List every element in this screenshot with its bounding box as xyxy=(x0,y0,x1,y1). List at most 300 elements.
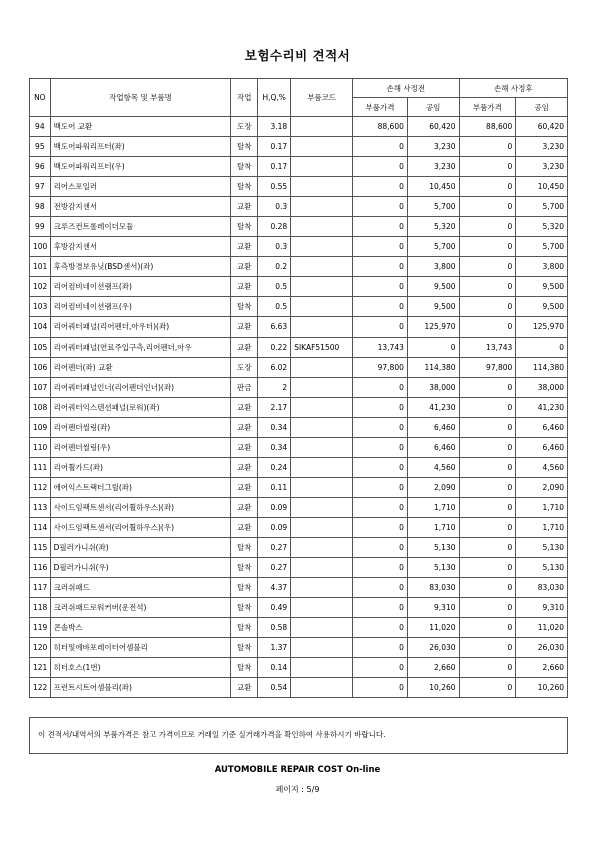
row-item-name: 리어펜더씰링(우) xyxy=(50,437,231,457)
row-hq: 3.18 xyxy=(258,117,291,137)
row-after-labor: 9,500 xyxy=(516,277,568,297)
row-item-name: 리어쿼터패널인너(리어펜더인너)(좌) xyxy=(50,377,231,397)
row-after-part-price: 0 xyxy=(459,658,516,678)
row-before-part-price: 0 xyxy=(353,517,408,537)
row-before-part-price: 0 xyxy=(353,197,408,217)
row-work-type: 교환 xyxy=(231,397,258,417)
row-hq: 0.14 xyxy=(258,658,291,678)
row-work-type: 교환 xyxy=(231,417,258,437)
row-after-labor: 9,310 xyxy=(516,598,568,618)
row-part-code xyxy=(291,457,353,477)
header-before-labor: 공임 xyxy=(407,98,459,117)
row-after-part-price: 0 xyxy=(459,497,516,517)
row-no: 103 xyxy=(30,297,51,317)
row-work-type: 교환 xyxy=(231,517,258,537)
row-work-type: 도장 xyxy=(231,117,258,137)
row-before-part-price: 0 xyxy=(353,457,408,477)
row-after-labor: 9,500 xyxy=(516,297,568,317)
row-item-name: 리어스포일러 xyxy=(50,177,231,197)
row-hq: 0.3 xyxy=(258,237,291,257)
table-row xyxy=(30,277,568,297)
row-after-part-price: 0 xyxy=(459,618,516,638)
row-hq: 0.09 xyxy=(258,497,291,517)
row-after-part-price: 0 xyxy=(459,177,516,197)
row-after-labor: 60,420 xyxy=(516,117,568,137)
row-part-code xyxy=(291,157,353,177)
row-no: 100 xyxy=(30,237,51,257)
row-part-code xyxy=(291,658,353,678)
row-item-name: 리어쿼터패널(연료주입구측,리어펜더,아우 xyxy=(50,337,231,357)
row-before-labor: 26,030 xyxy=(407,638,459,658)
header-item: 작업항목 및 부품명 xyxy=(50,79,231,117)
row-before-part-price: 0 xyxy=(353,137,408,157)
row-item-name: 후측방경보유닛(BSD센서)(좌) xyxy=(50,257,231,277)
row-hq: 0.27 xyxy=(258,537,291,557)
row-item-name: 백도어파워리프터(좌) xyxy=(50,137,231,157)
row-before-labor: 2,090 xyxy=(407,477,459,497)
row-before-labor: 5,320 xyxy=(407,217,459,237)
row-after-part-price: 0 xyxy=(459,277,516,297)
row-hq: 0.3 xyxy=(258,197,291,217)
row-item-name: 사이드임팩트센서(리어휠하우스)(우) xyxy=(50,517,231,537)
row-hq: 2.17 xyxy=(258,397,291,417)
row-item-name: 백도어파워리프터(우) xyxy=(50,157,231,177)
row-after-labor: 41,230 xyxy=(516,397,568,417)
row-part-code xyxy=(291,397,353,417)
table-row xyxy=(30,217,568,237)
row-hq: 0.11 xyxy=(258,477,291,497)
row-after-labor: 83,030 xyxy=(516,578,568,598)
row-after-part-price: 0 xyxy=(459,417,516,437)
row-after-labor: 38,000 xyxy=(516,377,568,397)
row-hq: 2 xyxy=(258,377,291,397)
row-after-labor: 5,700 xyxy=(516,197,568,217)
row-after-part-price: 0 xyxy=(459,678,516,698)
row-work-type: 교환 xyxy=(231,317,258,337)
row-before-part-price: 0 xyxy=(353,257,408,277)
row-before-part-price: 0 xyxy=(353,537,408,557)
row-item-name: 프런트시트어셈블리(좌) xyxy=(50,678,231,698)
row-after-labor: 1,710 xyxy=(516,497,568,517)
row-item-name: 리어쿼터패널(리어펜더,아우터)(좌) xyxy=(50,317,231,337)
row-hq: 0.5 xyxy=(258,297,291,317)
row-item-name: D필러가니쉬(좌) xyxy=(50,537,231,557)
table-row xyxy=(30,237,568,257)
row-hq: 0.58 xyxy=(258,618,291,638)
row-no: 109 xyxy=(30,417,51,437)
row-part-code xyxy=(291,217,353,237)
table-row xyxy=(30,457,568,477)
row-item-name: 리어펜더씰링(좌) xyxy=(50,417,231,437)
row-part-code: SIKAF51500 xyxy=(291,337,353,357)
row-after-labor: 3,230 xyxy=(516,137,568,157)
header-work: 작업 xyxy=(231,79,258,117)
table-row xyxy=(30,417,568,437)
row-before-part-price: 0 xyxy=(353,558,408,578)
row-item-name: 히터호스(1번) xyxy=(50,658,231,678)
row-after-labor: 10,260 xyxy=(516,678,568,698)
row-before-labor: 6,460 xyxy=(407,417,459,437)
header-part-code: 부품코드 xyxy=(291,79,353,117)
row-after-part-price: 0 xyxy=(459,137,516,157)
row-before-labor: 9,310 xyxy=(407,598,459,618)
row-part-code xyxy=(291,197,353,217)
row-part-code xyxy=(291,598,353,618)
row-before-labor: 10,450 xyxy=(407,177,459,197)
row-before-labor: 3,230 xyxy=(407,157,459,177)
row-before-part-price: 0 xyxy=(353,658,408,678)
table-row xyxy=(30,297,568,317)
row-after-part-price: 0 xyxy=(459,157,516,177)
table-row xyxy=(30,397,568,417)
table-row xyxy=(30,257,568,277)
row-hq: 0.24 xyxy=(258,457,291,477)
row-part-code xyxy=(291,497,353,517)
row-part-code xyxy=(291,437,353,457)
row-part-code xyxy=(291,317,353,337)
table-row xyxy=(30,558,568,578)
table-row xyxy=(30,137,568,157)
row-before-part-price: 0 xyxy=(353,177,408,197)
row-after-labor: 3,800 xyxy=(516,257,568,277)
row-work-type: 교환 xyxy=(231,678,258,698)
row-before-part-price: 97,800 xyxy=(353,357,408,377)
row-hq: 0.2 xyxy=(258,257,291,277)
row-before-labor: 1,710 xyxy=(407,497,459,517)
row-hq: 0.28 xyxy=(258,217,291,237)
row-no: 119 xyxy=(30,618,51,638)
row-after-labor: 114,380 xyxy=(516,357,568,377)
row-before-part-price: 0 xyxy=(353,497,408,517)
row-after-part-price: 0 xyxy=(459,598,516,618)
row-hq: 1.37 xyxy=(258,638,291,658)
row-before-labor: 5,700 xyxy=(407,197,459,217)
row-work-type: 탈착 xyxy=(231,598,258,618)
row-part-code xyxy=(291,558,353,578)
row-before-part-price: 0 xyxy=(353,417,408,437)
row-work-type: 탈착 xyxy=(231,658,258,678)
row-item-name: 후방감지센서 xyxy=(50,237,231,257)
row-before-part-price: 0 xyxy=(353,678,408,698)
row-part-code xyxy=(291,618,353,638)
row-work-type: 교환 xyxy=(231,477,258,497)
row-before-part-price: 0 xyxy=(353,277,408,297)
row-before-labor: 9,500 xyxy=(407,297,459,317)
row-no: 106 xyxy=(30,357,51,377)
row-before-labor: 3,230 xyxy=(407,137,459,157)
header-no: NO xyxy=(30,79,51,117)
row-after-part-price: 0 xyxy=(459,197,516,217)
row-before-labor: 38,000 xyxy=(407,377,459,397)
row-part-code xyxy=(291,417,353,437)
row-item-name: 리어휠가드(좌) xyxy=(50,457,231,477)
row-part-code xyxy=(291,237,353,257)
row-before-part-price: 0 xyxy=(353,317,408,337)
row-after-labor: 5,700 xyxy=(516,237,568,257)
row-part-code xyxy=(291,177,353,197)
row-no: 102 xyxy=(30,277,51,297)
row-work-type: 탈착 xyxy=(231,618,258,638)
table-row xyxy=(30,517,568,537)
row-after-part-price: 0 xyxy=(459,537,516,557)
row-no: 121 xyxy=(30,658,51,678)
table-row xyxy=(30,678,568,698)
row-work-type: 교환 xyxy=(231,237,258,257)
row-before-part-price: 0 xyxy=(353,598,408,618)
row-before-labor: 60,420 xyxy=(407,117,459,137)
row-after-part-price: 0 xyxy=(459,317,516,337)
row-before-labor: 83,030 xyxy=(407,578,459,598)
table-row xyxy=(30,618,568,638)
row-part-code xyxy=(291,277,353,297)
row-work-type: 탈착 xyxy=(231,558,258,578)
row-item-name: 에어익스트랙터그릴(좌) xyxy=(50,477,231,497)
row-after-part-price: 0 xyxy=(459,457,516,477)
row-part-code xyxy=(291,477,353,497)
row-part-code xyxy=(291,297,353,317)
table-header xyxy=(30,79,568,117)
row-before-labor: 114,380 xyxy=(407,357,459,377)
row-after-labor: 6,460 xyxy=(516,417,568,437)
row-after-labor: 6,460 xyxy=(516,437,568,457)
row-after-labor: 5,320 xyxy=(516,217,568,237)
table-row xyxy=(30,157,568,177)
row-no: 95 xyxy=(30,137,51,157)
table-row xyxy=(30,197,568,217)
row-after-part-price: 0 xyxy=(459,638,516,658)
row-before-labor: 125,970 xyxy=(407,317,459,337)
row-after-labor: 5,130 xyxy=(516,537,568,557)
row-before-labor: 6,460 xyxy=(407,437,459,457)
row-work-type: 판금 xyxy=(231,377,258,397)
row-item-name: 리어펜더(좌) 교환 xyxy=(50,357,231,377)
row-no: 122 xyxy=(30,678,51,698)
row-after-labor: 10,450 xyxy=(516,177,568,197)
row-no: 98 xyxy=(30,197,51,217)
row-after-part-price: 0 xyxy=(459,477,516,497)
row-hq: 4.37 xyxy=(258,578,291,598)
row-no: 111 xyxy=(30,457,51,477)
row-before-part-price: 13,743 xyxy=(353,337,408,357)
row-item-name: 히터및에바포레이터어셈블리 xyxy=(50,638,231,658)
row-work-type: 탈착 xyxy=(231,157,258,177)
row-item-name: 크루즈컨트롤레이더모듈 xyxy=(50,217,231,237)
row-part-code xyxy=(291,678,353,698)
row-no: 96 xyxy=(30,157,51,177)
row-no: 105 xyxy=(30,337,51,357)
row-no: 97 xyxy=(30,177,51,197)
row-after-part-price: 0 xyxy=(459,237,516,257)
row-no: 107 xyxy=(30,377,51,397)
row-before-labor: 2,660 xyxy=(407,658,459,678)
table-row xyxy=(30,377,568,397)
row-after-labor: 11,020 xyxy=(516,618,568,638)
row-before-part-price: 0 xyxy=(353,638,408,658)
row-no: 115 xyxy=(30,537,51,557)
table-row xyxy=(30,537,568,557)
row-item-name: 크러쉬패드로워커버(운전석) xyxy=(50,598,231,618)
row-after-part-price: 0 xyxy=(459,377,516,397)
row-item-name: 리어컴비네이션램프(우) xyxy=(50,297,231,317)
table-row xyxy=(30,638,568,658)
header-after-assessment: 손해 사정후 xyxy=(459,79,567,98)
header-before-part-price: 부품가격 xyxy=(353,98,408,117)
row-before-labor: 10,260 xyxy=(407,678,459,698)
row-after-labor: 26,030 xyxy=(516,638,568,658)
row-before-part-price: 88,600 xyxy=(353,117,408,137)
row-work-type: 탈착 xyxy=(231,177,258,197)
row-after-labor: 0 xyxy=(516,337,568,357)
row-before-labor: 41,230 xyxy=(407,397,459,417)
row-before-part-price: 0 xyxy=(353,217,408,237)
row-after-part-price: 0 xyxy=(459,257,516,277)
row-after-labor: 4,560 xyxy=(516,457,568,477)
estimate-table xyxy=(29,78,568,698)
row-no: 94 xyxy=(30,117,51,137)
row-work-type: 탈착 xyxy=(231,537,258,557)
row-before-labor: 5,130 xyxy=(407,537,459,557)
row-after-part-price: 88,600 xyxy=(459,117,516,137)
row-before-part-price: 0 xyxy=(353,237,408,257)
row-hq: 0.55 xyxy=(258,177,291,197)
row-before-part-price: 0 xyxy=(353,397,408,417)
row-after-labor: 2,090 xyxy=(516,477,568,497)
row-part-code xyxy=(291,517,353,537)
row-hq: 0.22 xyxy=(258,337,291,357)
table-row xyxy=(30,437,568,457)
row-part-code xyxy=(291,117,353,137)
row-after-part-price: 97,800 xyxy=(459,357,516,377)
row-work-type: 탈착 xyxy=(231,137,258,157)
row-before-labor: 0 xyxy=(407,337,459,357)
table-row xyxy=(30,497,568,517)
row-before-part-price: 0 xyxy=(353,157,408,177)
row-item-name: 콘솔박스 xyxy=(50,618,231,638)
row-item-name: 전방감지센서 xyxy=(50,197,231,217)
row-after-part-price: 0 xyxy=(459,558,516,578)
row-no: 120 xyxy=(30,638,51,658)
row-no: 99 xyxy=(30,217,51,237)
row-no: 101 xyxy=(30,257,51,277)
row-after-part-price: 0 xyxy=(459,217,516,237)
row-after-part-price: 0 xyxy=(459,578,516,598)
row-no: 110 xyxy=(30,437,51,457)
row-hq: 0.34 xyxy=(258,417,291,437)
row-part-code xyxy=(291,257,353,277)
row-hq: 6.02 xyxy=(258,357,291,377)
document-title: 보험수리비 견적서 xyxy=(244,48,351,63)
row-work-type: 탈착 xyxy=(231,638,258,658)
row-before-labor: 9,500 xyxy=(407,277,459,297)
row-work-type: 교환 xyxy=(231,497,258,517)
header-before-assessment: 손해 사정전 xyxy=(353,79,459,98)
row-work-type: 탈착 xyxy=(231,297,258,317)
row-after-part-price: 13,743 xyxy=(459,337,516,357)
row-after-labor: 5,130 xyxy=(516,558,568,578)
table-row xyxy=(30,177,568,197)
row-item-name: 리어컴비네이션램프(좌) xyxy=(50,277,231,297)
row-after-labor: 125,970 xyxy=(516,317,568,337)
row-hq: 0.09 xyxy=(258,517,291,537)
row-hq: 6.63 xyxy=(258,317,291,337)
table-row xyxy=(30,477,568,497)
row-part-code xyxy=(291,537,353,557)
row-hq: 0.27 xyxy=(258,558,291,578)
table-row xyxy=(30,578,568,598)
row-work-type: 교환 xyxy=(231,257,258,277)
table-row xyxy=(30,317,568,337)
row-work-type: 탈착 xyxy=(231,217,258,237)
row-item-name: D필러가니쉬(우) xyxy=(50,558,231,578)
row-after-labor: 1,710 xyxy=(516,517,568,537)
row-no: 118 xyxy=(30,598,51,618)
row-before-labor: 4,560 xyxy=(407,457,459,477)
row-after-part-price: 0 xyxy=(459,517,516,537)
row-work-type: 교환 xyxy=(231,457,258,477)
row-no: 116 xyxy=(30,558,51,578)
table-row xyxy=(30,337,568,357)
row-no: 114 xyxy=(30,517,51,537)
header-hq: H,Q,% xyxy=(258,79,291,117)
row-work-type: 교환 xyxy=(231,277,258,297)
row-work-type: 탈착 xyxy=(231,578,258,598)
row-hq: 0.54 xyxy=(258,678,291,698)
table-row xyxy=(30,357,568,377)
row-before-part-price: 0 xyxy=(353,377,408,397)
table-row xyxy=(30,598,568,618)
row-item-name: 백도어 교환 xyxy=(50,117,231,137)
row-before-part-price: 0 xyxy=(353,477,408,497)
row-after-part-price: 0 xyxy=(459,437,516,457)
row-before-part-price: 0 xyxy=(353,297,408,317)
row-after-labor: 3,230 xyxy=(516,157,568,177)
row-hq: 0.5 xyxy=(258,277,291,297)
row-after-part-price: 0 xyxy=(459,297,516,317)
row-part-code xyxy=(291,137,353,157)
row-hq: 0.49 xyxy=(258,598,291,618)
row-before-labor: 5,130 xyxy=(407,558,459,578)
price-disclaimer-note: 이 견적서/내역서의 부품가격은 참고 가격이므로 거래일 기준 실거래가격을 확인하여 사용하시기 바랍니다. xyxy=(29,717,568,754)
row-after-part-price: 0 xyxy=(459,397,516,417)
header-after-part-price: 부품가격 xyxy=(459,98,516,117)
table-body xyxy=(30,117,568,698)
row-work-type: 교환 xyxy=(231,437,258,457)
page-number: 페이지 : 5/9 xyxy=(275,785,320,794)
header-after-labor: 공임 xyxy=(516,98,568,117)
row-part-code xyxy=(291,578,353,598)
row-hq: 0.34 xyxy=(258,437,291,457)
row-before-part-price: 0 xyxy=(353,578,408,598)
table-row xyxy=(30,658,568,678)
row-before-labor: 3,800 xyxy=(407,257,459,277)
row-no: 104 xyxy=(30,317,51,337)
row-item-name: 크러쉬패드 xyxy=(50,578,231,598)
table-row xyxy=(30,117,568,137)
row-work-type: 도장 xyxy=(231,357,258,377)
row-part-code xyxy=(291,357,353,377)
row-part-code xyxy=(291,377,353,397)
row-item-name: 리어쿼터익스텐션패널(로워)(좌) xyxy=(50,397,231,417)
row-work-type: 교환 xyxy=(231,337,258,357)
row-hq: 0.17 xyxy=(258,137,291,157)
row-after-labor: 2,660 xyxy=(516,658,568,678)
row-before-labor: 11,020 xyxy=(407,618,459,638)
row-before-part-price: 0 xyxy=(353,618,408,638)
row-before-labor: 1,710 xyxy=(407,517,459,537)
row-work-type: 교환 xyxy=(231,197,258,217)
row-before-labor: 5,700 xyxy=(407,237,459,257)
row-no: 117 xyxy=(30,578,51,598)
